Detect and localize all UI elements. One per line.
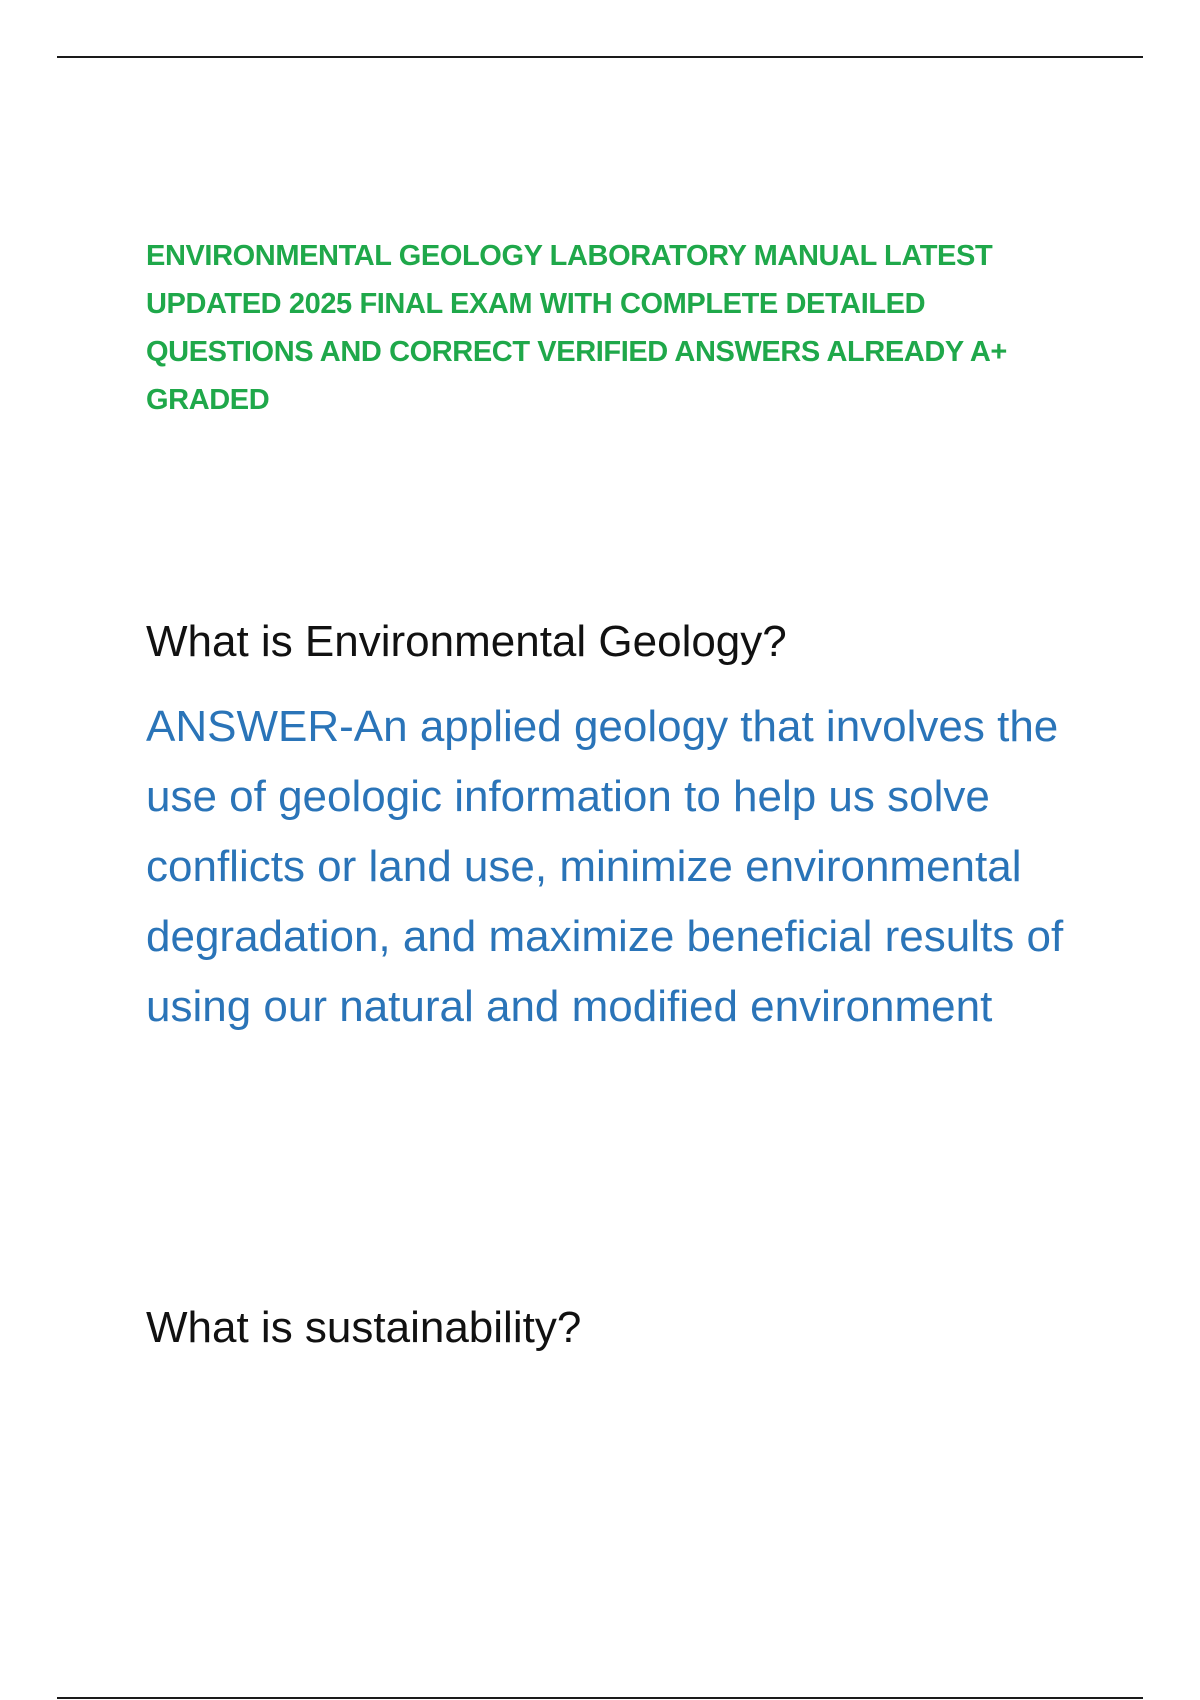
bottom-divider xyxy=(57,1697,1143,1699)
top-divider xyxy=(57,56,1143,58)
question-1: What is Environmental Geology? xyxy=(146,617,787,666)
question-2: What is sustainability? xyxy=(146,1303,582,1352)
answer-1: ANSWER-An applied geology that involves the use of geologic information to help us solve conflicts or land use, minimize environmental degradation, and maximize beneficial results of using our natural and modified environment xyxy=(146,702,1064,1031)
document-title: ENVIRONMENTAL GEOLOGY LABORATORY MANUAL LATEST UPDATED 2025 FINAL EXAM WITH COMPLETE DETAILED QUESTIONS AND CORRECT VERIFIED ANSWERS ALREADY A+ GRADED xyxy=(146,240,1007,416)
